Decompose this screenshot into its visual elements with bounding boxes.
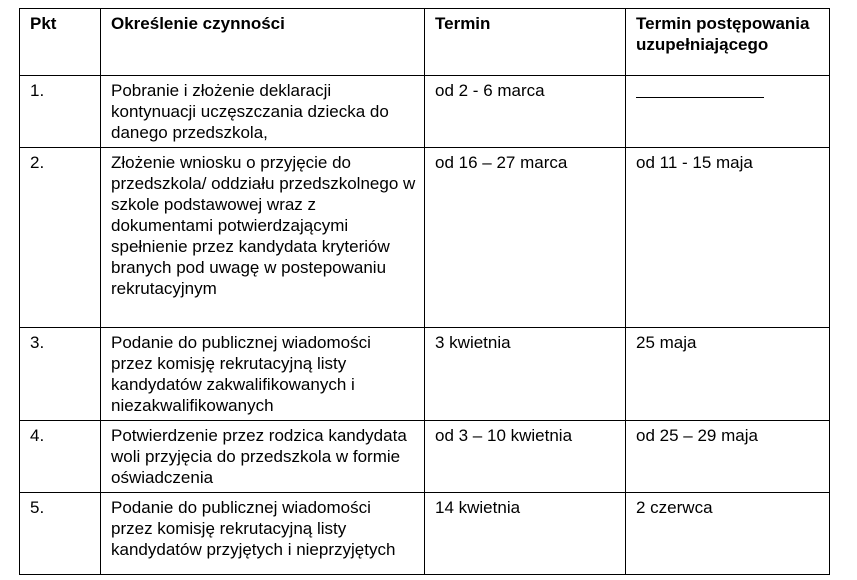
recruitment-schedule-table xyxy=(19,8,830,575)
cell-termin: 14 kwietnia xyxy=(425,493,626,575)
cell-termin: od 3 – 10 kwietnia xyxy=(425,421,626,493)
cell-pkt: 2. xyxy=(20,148,101,328)
cell-termin-uzupelniajacego: 25 maja xyxy=(626,328,830,421)
cell-pkt: 5. xyxy=(20,493,101,575)
cell-termin: od 16 – 27 marca xyxy=(425,148,626,328)
table-header-row xyxy=(20,9,830,76)
cell-termin: 3 kwietnia xyxy=(425,328,626,421)
cell-termin: od 2 - 6 marca xyxy=(425,76,626,148)
cell-pkt: 1. xyxy=(20,76,101,148)
cell-activity: Podanie do publicznej wiadomości przez komisję rekrutacyjną listy kandydatów zakwalifikowanych i niezakwalifikowanych xyxy=(101,328,425,421)
table-row xyxy=(20,493,830,575)
cell-termin-uzupelniajacego: od 25 – 29 maja xyxy=(626,421,830,493)
header-termin-uzupelniajacego: Termin postępowania uzupełniającego xyxy=(626,9,830,76)
cell-pkt: 3. xyxy=(20,328,101,421)
header-termin: Termin xyxy=(425,9,626,76)
table-row xyxy=(20,421,830,493)
header-activity: Określenie czynności xyxy=(101,9,425,76)
table-row xyxy=(20,148,830,328)
header-pkt: Pkt xyxy=(20,9,101,76)
cell-activity: Podanie do publicznej wiadomości przez komisję rekrutacyjną listy kandydatów przyjętych i nieprzyjętych xyxy=(101,493,425,575)
cell-termin-uzupelniajacego: 2 czerwca xyxy=(626,493,830,575)
cell-activity: Potwierdzenie przez rodzica kandydata woli przyjęcia do przedszkola w formie oświadczenia xyxy=(101,421,425,493)
cell-activity: Pobranie i złożenie deklaracji kontynuacji uczęszczania dziecka do danego przedszkola, xyxy=(101,76,425,148)
blank-underline xyxy=(636,80,764,98)
table-row xyxy=(20,76,830,148)
table-row xyxy=(20,328,830,421)
cell-termin-uzupelniajacego xyxy=(626,76,830,148)
cell-termin-uzupelniajacego: od 11 - 15 maja xyxy=(626,148,830,328)
cell-activity: Złożenie wniosku o przyjęcie do przedszkola/ oddziału przedszkolnego w szkole podstawowej wraz z dokumentami potwierdzającymi spełnienie przez kandydata kryteriów branych pod uwagę w postepowaniu rekrutacyjnym xyxy=(101,148,425,328)
cell-pkt: 4. xyxy=(20,421,101,493)
